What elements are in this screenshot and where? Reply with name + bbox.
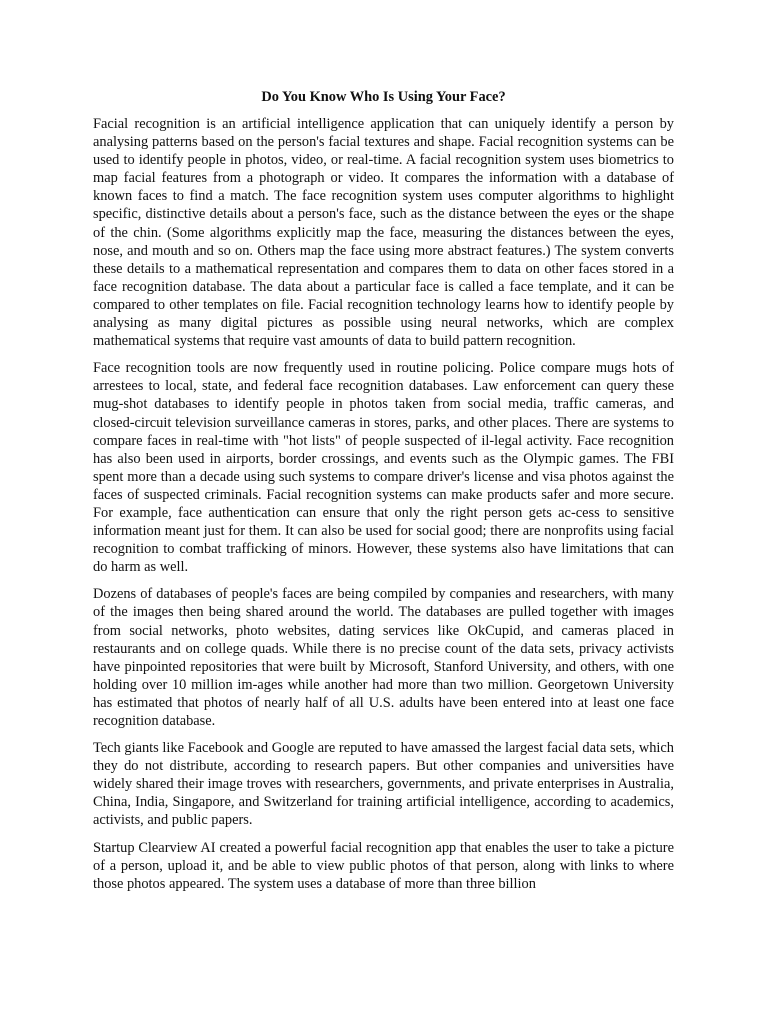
paragraph-1: Facial recognition is an artificial intelligence application that can uniquely identify a person by analysing patterns based on the person's facial textures and shape. Facial recognition systems can be used to identify people in photos, video, or real-time. A facial recognition system uses biometrics to map facial features from a photograph or video. It compares the information with a database of known faces to find a match. The face recognition system uses computer algorithms to highlight specific, distinctive details about a person's face, such as the distance between the eyes or the shape of the chin. (Some algorithms explicitly map the face, measuring the distances between the eyes, nose, and mouth and so on. Others map the face using more abstract features.) The system converts these details to a mathematical representation and compares them to data on other faces stored in a face recognition database. The data about a particular face is called a face template, and it can be compared to other templates on file. Facial recognition technology learns how to identify people by analysing as many digital pictures as possible using neural networks, which are complex mathematical systems that require vast amounts of data to build pattern recognition. xyxy=(93,116,674,350)
document-title: Do You Know Who Is Using Your Face? xyxy=(261,89,506,105)
paragraph-3: Dozens of databases of people's faces are being compiled by companies and researchers, with many of the images then being shared around the world. The databases are pulled together with images from social networks, photo websites, dating services like OkCupid, and cameras placed in restaurants and on college quads. While there is no precise count of the data sets, privacy activists have pinpointed repositories that were built by Microsoft, Stanford University, and others, with one holding over 10 million im-ages while another had more than two million. Georgetown University has estimated that photos of nearly half of all U.S. adults have been entered into at least one face recognition database. xyxy=(93,586,674,729)
document-page xyxy=(93,88,674,902)
paragraph-5: Startup Clearview AI created a powerful facial recognition app that enables the user to take a picture of a person, upload it, and be able to view public photos of that person, along with links to where those photos appeared. The system uses a database of more than three billion xyxy=(93,839,674,892)
paragraph-2: Face recognition tools are now frequently used in routine policing. Police compare mugs hots of arrestees to local, state, and federal face recognition databases. Law enforcement can query these mug-shot databases to identify people in photos taken from social media, traffic cameras, and closed-circuit television surveillance cameras in stores, parks, and other places. There are systems to compare faces in real-time with "hot lists" of people suspected of il-legal activity. Face recognition has also been used in airports, border crossings, and events such as the Olympic games. The FBI spent more than a decade using such systems to compare driver's license and visa photos against the faces of suspected criminals. Facial recognition systems can make products safer and more secure. For example, face authentication can ensure that only the right person gets ac-cess to sensitive information meant just for them. It can also be used for social good; there are nonprofits using facial recognition to combat trafficking of minors. However, these systems also have limitations that can do harm as well. xyxy=(93,360,674,576)
paragraph-4: Tech giants like Facebook and Google are reputed to have amassed the largest facial data sets, which they do not distribute, according to research papers. But other companies and universities have widely shared their image troves with researchers, governments, and private enterprises in Australia, China, India, Singapore, and Switzerland for training artificial intelligence, according to academics, activists, and public papers. xyxy=(93,740,674,829)
